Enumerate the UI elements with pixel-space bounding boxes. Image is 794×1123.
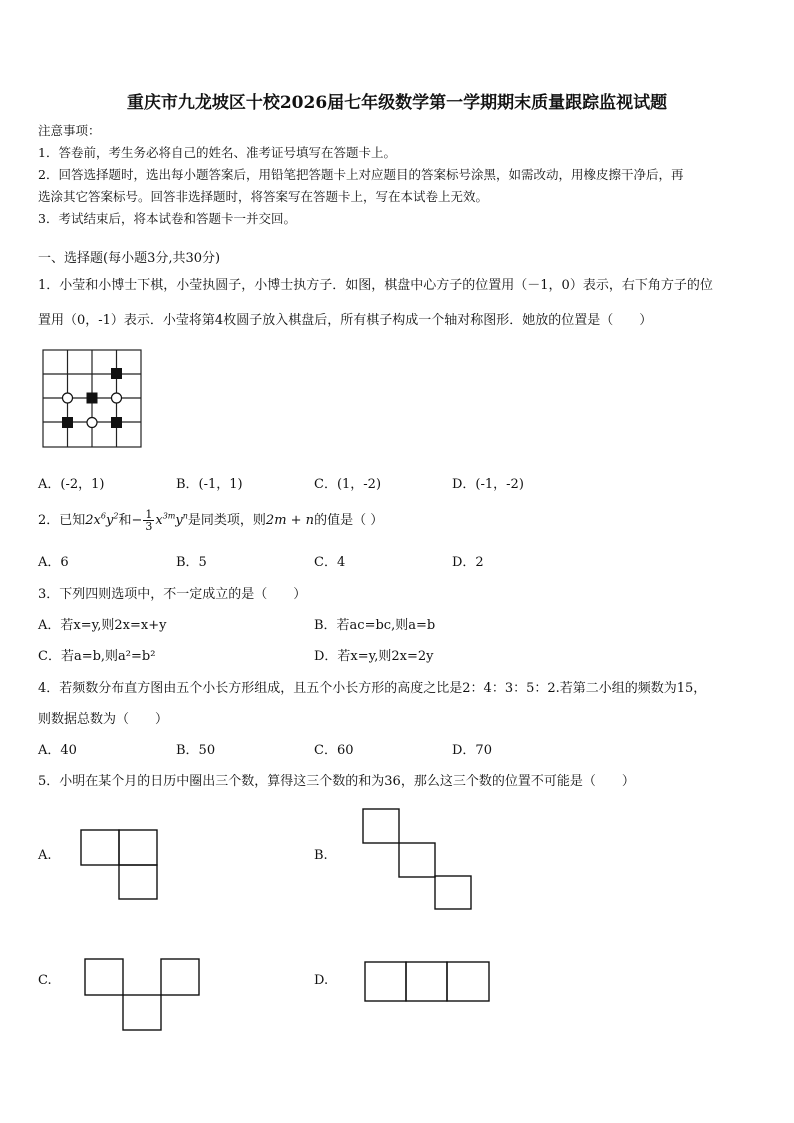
notice-line-4: 3．考试结束后，将本试卷和答题卡一并交回。 (38, 211, 296, 226)
q5-stem: 5．小明在某个月的日历中圈出三个数，算得这三个数的和为36，那么这三个数的位置不可能是（ ） (38, 774, 635, 789)
q5-option-a-label: A. (38, 848, 52, 863)
q4-option-a: A．40 (38, 743, 77, 758)
q5-option-a-figure (80, 829, 162, 901)
notice-line-3: 选涂其它答案标号。回答非选择题时，将答案写在答题卡上，写在本试卷上无效。 (38, 189, 489, 204)
q1-chessboard-figure (40, 348, 146, 450)
q5-option-c-figure (84, 958, 202, 1032)
q1-option-c: C．(1，-2) (314, 477, 382, 492)
q2-option-d: D．2 (452, 555, 484, 570)
q3-option-b: B．若ac=bc,则a=b (314, 618, 436, 633)
q2-option-a: A．6 (38, 555, 69, 570)
q3-stem: 3．下列四则选项中，不一定成立的是（ ） (38, 587, 307, 602)
q5-option-b-figure (362, 808, 474, 912)
q4-option-b: B．50 (176, 743, 216, 758)
notice-line-1: 1．答卷前，考生务必将自己的姓名、准考证号填写在答题卡上。 (38, 145, 396, 160)
q4-option-d: D．70 (452, 743, 492, 758)
notice-heading: 注意事项： (38, 123, 101, 138)
q5-option-d-figure (364, 961, 492, 1003)
q3-option-d: D．若x=y,则2x=2y (314, 649, 434, 664)
q5-option-b-label: B. (314, 848, 328, 863)
q1-option-a: A．(-2，1) (38, 477, 105, 492)
q1-option-b: B．(-1，1) (176, 477, 243, 492)
q2-option-b: B．5 (176, 555, 207, 570)
q4-option-c: C．60 (314, 743, 354, 758)
q3-option-c: C．若a=b,则a²=b² (38, 649, 156, 664)
q4-stem-line-1: 4．若频数分布直方图由五个小长方形组成，且五个小长方形的高度之比是2：4：3：5：2.若第二小组的频数为15， (38, 681, 707, 696)
q1-stem-line-1: 1．小莹和小博士下棋，小莹执圆子，小博士执方子．如图，棋盘中心方子的位置用（－1，0）表示，右下角方子的位 (38, 278, 713, 293)
page-title: 重庆市九龙坡区十校2026届七年级数学第一学期期末质量跟踪监视试题 (126, 93, 668, 113)
q3-option-a: A．若x=y,则2x=x+y (38, 618, 167, 633)
q2-stem: 2．已知$2x^6y^2$和− $\frac{1}{3}$ $x^{3m}y^n$是同类项，则2m + n的值是（ ） (38, 508, 384, 533)
fraction-one-third: $\frac{1}{3}$ (145, 508, 153, 533)
q2-option-c: C．4 (314, 555, 346, 570)
section-heading: 一、选择题(每小题3分,共30分) (38, 251, 221, 266)
q4-stem-line-2: 则数据总数为（ ） (38, 712, 169, 727)
q1-stem-line-2: 置用（0，-1）表示．小莹将第4枚圆子放入棋盘后，所有棋子构成一个轴对称图形．她放的位置是（ ） (38, 313, 653, 328)
q5-option-c-label: C. (38, 973, 52, 988)
q1-option-d: D．(-1，-2) (452, 477, 524, 492)
notice-line-2: 2．回答选择题时，选出每小题答案后，用铅笔把答题卡上对应题目的答案标号涂黑，如需改动，用橡皮擦干净后，再 (38, 167, 684, 182)
q5-option-d-label: D. (314, 973, 329, 988)
